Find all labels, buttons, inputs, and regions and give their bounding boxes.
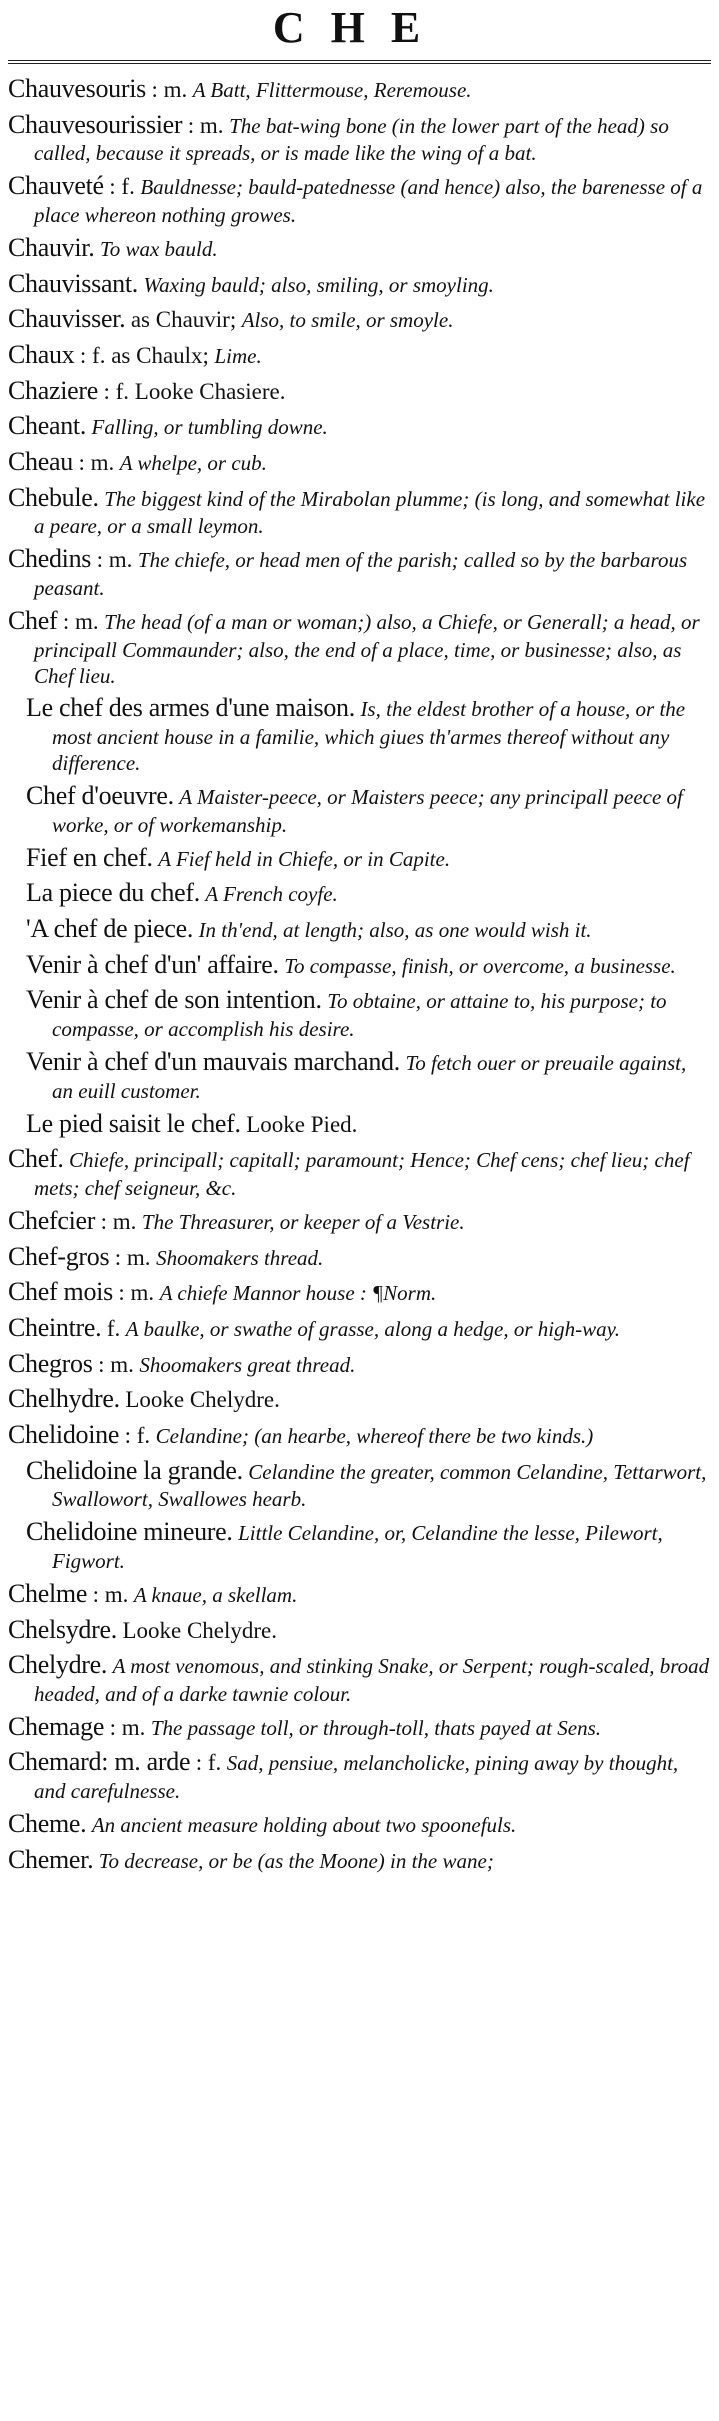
headword: Chef. xyxy=(8,1144,64,1174)
dictionary-entry xyxy=(8,1206,711,1237)
definition: Celandine; (an hearbe, whereof there be two kinds.) xyxy=(155,1423,594,1448)
dictionary-entry xyxy=(8,1144,711,1201)
headword: Le chef des armes d'une maison. xyxy=(26,693,355,723)
headword: Le pied saisit le chef. xyxy=(26,1108,241,1138)
definition: The head (of a man or woman;) also, a Chiefe, or Generall; a head, or principall Commaunder; also, the end of a place, time, or businesse; also, as Chef lieu. xyxy=(34,609,700,688)
sub-entry xyxy=(8,1109,711,1140)
definition: Little Celandine, or, Celandine the lesse, Pilewort, Figwort. xyxy=(52,1521,663,1573)
sub-entry xyxy=(8,693,711,776)
definition: A Maister-peece, or Maisters peece; any principall peece of worke, or of workemanship. xyxy=(52,785,683,837)
header-rule xyxy=(8,60,711,64)
grammar-note: : m. xyxy=(78,449,115,475)
headword: Chauvesouris xyxy=(8,74,146,103)
dictionary-entry xyxy=(8,1615,711,1646)
definition: The biggest kind of the Mirabolan plumme; (is long, and somewhat like a peare, or a small leymon. xyxy=(34,486,706,539)
grammar-note: : m. xyxy=(92,1581,129,1607)
headword: Venir à chef d'un mauvais marchand. xyxy=(26,1046,400,1076)
definition: Also, to smile, or smoyle. xyxy=(241,308,454,333)
definition: The Threasurer, or keeper of a Vestrie. xyxy=(141,1209,465,1234)
definition: To decrease, or be (as the Moone) in the wane; xyxy=(98,1848,494,1873)
grammar-note: as Chauvir; xyxy=(130,307,237,333)
definition: Sad, pensiue, melancholicke, pining away by thought, and carefulnesse. xyxy=(34,1751,679,1804)
headword: Chauvisser. xyxy=(8,304,126,334)
definition: Celandine the greater, common Celandine, Tettarwort, Swallowort, Swallowes hearb. xyxy=(52,1459,707,1512)
dictionary-entry xyxy=(8,544,711,601)
dictionary-entry xyxy=(8,340,711,371)
grammar-note: : m. xyxy=(187,112,224,138)
headword: Chef mois xyxy=(8,1277,113,1307)
definition: In th'end, at length; also, as one would wish it. xyxy=(198,918,592,942)
sub-entry xyxy=(8,914,711,945)
dictionary-entry xyxy=(8,74,711,105)
dictionary-entry xyxy=(8,1579,711,1610)
headword: Chemage xyxy=(8,1711,105,1741)
headword: Chef-gros xyxy=(8,1241,110,1271)
headword: Chelydre. xyxy=(8,1650,108,1680)
grammar-note: : m. xyxy=(62,608,99,634)
dictionary-entry xyxy=(8,447,711,478)
definition: The chiefe, or head men of the parish; called so by the barbarous peasant. xyxy=(34,548,688,600)
definition: Waxing bauld; also, smiling, or smoyling. xyxy=(143,272,494,297)
headword: Chauvir. xyxy=(8,232,95,262)
grammar-note: Looke Pied. xyxy=(246,1111,358,1137)
grammar-note: : f. Looke Chasiere. xyxy=(103,378,286,404)
definition: Lime. xyxy=(214,343,262,368)
headword: Chelidoine mineure. xyxy=(26,1517,233,1547)
dictionary-entry xyxy=(8,606,711,689)
dictionary-entry xyxy=(8,483,711,540)
headword: La piece du chef. xyxy=(26,878,200,908)
dictionary-entry xyxy=(8,171,711,228)
definition: Shoomakers thread. xyxy=(156,1245,324,1270)
headword: Venir à chef de son intention. xyxy=(26,985,322,1015)
dictionary-entry xyxy=(8,1650,711,1707)
grammar-note: Looke Chelydre. xyxy=(122,1617,278,1643)
grammar-note: : f. xyxy=(109,174,135,200)
definition: To wax bauld. xyxy=(99,236,218,261)
headword: Chauveté xyxy=(8,171,104,201)
definition: To obtaine, or attaine to, his purpose; to compasse, or accomplish his desire. xyxy=(52,989,667,1042)
grammar-note: : m. xyxy=(109,1714,146,1740)
dictionary-entry xyxy=(8,1712,711,1743)
definition: A Batt, Flittermouse, Reremouse. xyxy=(192,78,472,102)
headword: Chelidoine la grande. xyxy=(26,1455,243,1485)
grammar-note: : m. xyxy=(114,1244,151,1270)
headword: Chef xyxy=(8,605,58,635)
definition: The passage toll, or through-toll, thats payed at Sens. xyxy=(150,1715,602,1740)
grammar-note: : f. xyxy=(124,1422,151,1448)
headword: Venir à chef d'un' affaire. xyxy=(26,949,279,979)
entry-list xyxy=(8,74,711,1875)
page-title: CHE xyxy=(272,3,447,52)
dictionary-entry xyxy=(8,1809,711,1840)
definition: A chiefe Mannor house : ¶Norm. xyxy=(159,1281,437,1306)
dictionary-entry xyxy=(8,269,711,300)
grammar-note: : m. xyxy=(98,1351,134,1377)
definition: Shoomakers great thread. xyxy=(139,1352,356,1377)
headword: Cheau xyxy=(8,446,73,476)
dictionary-entry xyxy=(8,1313,711,1344)
headword: Chedins xyxy=(8,544,92,574)
sub-entry xyxy=(8,843,711,874)
dictionary-entry xyxy=(8,411,711,442)
definition: Chiefe, principall; capitall; paramount; Hence; Chef cens; chef lieu; chef mets; chef seigneur, &c. xyxy=(34,1148,690,1200)
sub-entry xyxy=(8,1517,711,1574)
definition: The bat-wing bone (in the lower part of the head) so called, because it spreads, or is made like the wing of a bat. xyxy=(34,113,669,166)
headword: Chemer. xyxy=(8,1844,94,1874)
sub-entry xyxy=(8,1047,711,1104)
headword: Chauvissant. xyxy=(8,268,139,298)
definition: A knaue, a skellam. xyxy=(133,1582,298,1607)
dictionary-entry xyxy=(8,304,711,335)
definition: A whelpe, or cub. xyxy=(119,450,267,475)
headword: Chaziere xyxy=(8,375,98,405)
dictionary-entry xyxy=(8,376,711,407)
headword: Chaux xyxy=(8,339,75,369)
headword: Chebule. xyxy=(8,482,99,512)
dictionary-entry xyxy=(8,1420,711,1451)
grammar-note: : m. xyxy=(100,1208,137,1234)
headword: Chauvesourissier xyxy=(8,109,183,139)
grammar-note: : m. xyxy=(96,547,133,573)
headword: Chegros xyxy=(8,1348,93,1378)
dictionary-entry xyxy=(8,1384,711,1415)
definition: To fetch ouer or preuaile against, an euill customer. xyxy=(52,1050,687,1103)
definition: A baulke, or swathe of grasse, along a hedge, or high-way. xyxy=(125,1316,620,1341)
headword: Chelidoine xyxy=(8,1419,120,1449)
headword: 'A chef de piece. xyxy=(26,914,194,943)
dictionary-entry xyxy=(8,233,711,264)
sub-entry xyxy=(8,1456,711,1513)
definition: A Fief held in Chiefe, or in Capite. xyxy=(158,846,451,871)
grammar-note: : f. as Chaulx; xyxy=(79,342,209,368)
headword: Chemard: m. arde xyxy=(8,1747,191,1777)
sub-entry xyxy=(8,781,711,838)
sub-entry xyxy=(8,878,711,909)
grammar-note: : f. xyxy=(195,1750,222,1776)
definition: To compasse, finish, or overcome, a businesse. xyxy=(284,953,676,978)
headword: Cheme. xyxy=(8,1809,87,1839)
definition: Bauldnesse; bauld-patednesse (and hence) also, the barenesse of a place whereon nothing growes. xyxy=(34,175,703,227)
definition: A French coyfe. xyxy=(205,882,338,907)
sub-entry xyxy=(8,950,711,981)
dictionary-entry xyxy=(8,1747,711,1804)
grammar-note: : m. xyxy=(151,77,188,102)
grammar-note: : m. xyxy=(118,1280,155,1306)
headword: Chelme xyxy=(8,1578,88,1608)
headword: Chelhydre. xyxy=(8,1384,120,1414)
dictionary-entry xyxy=(8,1349,711,1380)
definition: Is, the eldest brother of a house, or the most ancient house in a familie, which giues th'armes thereof without any difference. xyxy=(52,697,686,776)
dictionary-entry xyxy=(8,110,711,167)
definition: Falling, or tumbling downe. xyxy=(91,415,328,440)
page-header xyxy=(8,0,711,56)
headword: Chefcier xyxy=(8,1205,96,1235)
headword: Cheintre. xyxy=(8,1312,102,1342)
headword: Fief en chef. xyxy=(26,842,153,872)
headword: Cheant. xyxy=(8,411,87,441)
definition: A most venomous, and stinking Snake, or Serpent; rough-scaled, broad headed, and of a darke tawnie colour. xyxy=(34,1654,710,1706)
sub-entry xyxy=(8,985,711,1042)
dictionary-entry xyxy=(8,1242,711,1273)
headword: Chef d'oeuvre. xyxy=(26,781,174,811)
dictionary-entry xyxy=(8,1277,711,1308)
headword: Chelsydre. xyxy=(8,1614,117,1644)
grammar-note: f. xyxy=(106,1315,121,1341)
dictionary-entry xyxy=(8,1845,711,1876)
definition: An ancient measure holding about two spoonefuls. xyxy=(91,1813,517,1838)
grammar-note: Looke Chelydre. xyxy=(125,1387,280,1413)
